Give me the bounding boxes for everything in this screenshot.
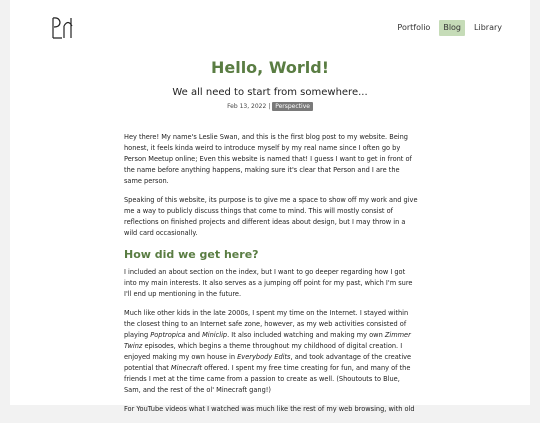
page — [10, 0, 530, 413]
game-title-everybody-edits: Everybody Edits — [237, 353, 291, 361]
paragraph-purpose: Speaking of this website, its purpose is to give me a space to show off my work and give me a way to publicly discuss things that come to mind. This will mostly consist of reflections on finished projects and different ideas about design, but I may throw in a wild card occasionally. — [124, 196, 418, 237]
post-subtitle: We all need to start from somewhere... — [172, 87, 368, 98]
post-date: Feb 13, 2022 — [227, 103, 267, 110]
text-run: . It also included watching and making my own — [227, 331, 385, 339]
meta-separator: | — [268, 103, 271, 110]
text-run: and — [185, 331, 203, 339]
text-run: , and took advantage of the creative potential that — [124, 353, 412, 372]
game-title-poptropica: Poptropica — [150, 331, 186, 339]
text-run: episodes, which begins a theme throughout my childhood of digital creation. I enjoyed making my own house in — [124, 342, 403, 361]
main-nav — [393, 20, 506, 36]
post-meta — [10, 102, 530, 112]
logo-icon — [51, 16, 77, 40]
post-tag[interactable]: Perspective — [272, 102, 313, 111]
post-body — [124, 132, 418, 423]
post-title: Hello, World! — [210, 58, 330, 77]
paragraph-childhood — [124, 308, 418, 396]
nav-library[interactable]: Library — [474, 23, 502, 32]
site-header — [10, 0, 530, 44]
paragraph-intro: Hey there! My name's Leslie Swan, and this is the first blog post to my website. Being honest, it feels kinda weird to introduce myself by my real name since I often go by Person Meetup online; Even this website is named that! I guess I want to get in front of the name before anything happens, making sure it's clear that Person and I are the same person. — [124, 133, 412, 185]
nav-blog[interactable]: Blog — [439, 20, 465, 36]
game-title-minecraft: Minecraft — [170, 364, 202, 372]
paragraph-about: I included an about section on the index, but I want to go deeper regarding how I got into my main interests. It also serves as a jumping off point for my past, which I'm sure I'll end up mentioning in the future. — [124, 268, 413, 298]
nav-portfolio[interactable]: Portfolio — [397, 23, 431, 32]
section-heading: How did we get here? — [124, 248, 259, 261]
text-run: offered. I spent my free time creating for fun, and many of the friends I met at the time came from a passion to create as well. (Shoutouts to Blue, Sam, and the rest of the ol' Minecraft gang!) — [124, 364, 411, 394]
text-run: Much like other kids in the late 2000s, I spent my time on the Internet. I stayed within the closest thing to an Internet safe zone, however, as my web activities consisted of playing — [124, 309, 409, 339]
show-title-zimmer-twinz: Zimmer Twinz — [124, 331, 411, 350]
game-title-miniclip: Miniclip — [202, 331, 228, 339]
site-logo[interactable] — [51, 16, 77, 40]
paragraph-youtube: For YouTube videos what I watched was much like the rest of my web browsing, with old — [124, 405, 415, 413]
